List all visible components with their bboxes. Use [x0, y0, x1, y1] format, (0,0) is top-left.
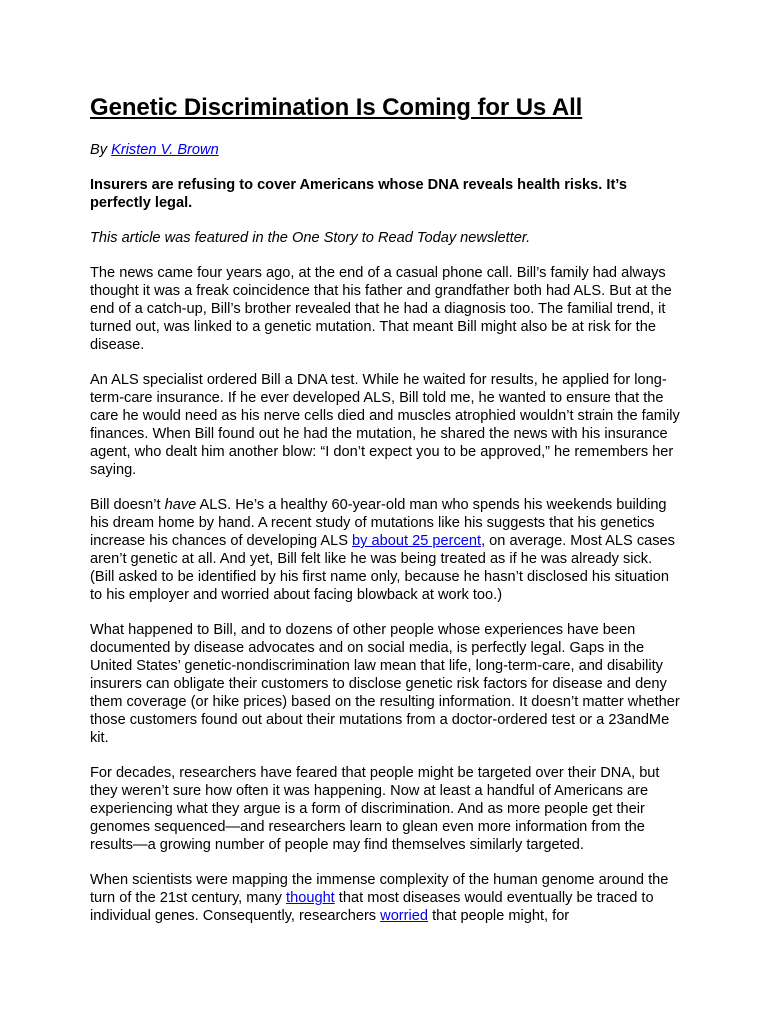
paragraph-1: The news came four years ago, at the end of a casual phone call. Bill’s family had always thought it was a freak coincidence that his father and grandfather both had ALS. But at the end of a catch-up, Bill’s brother revealed that he had a diagnosis too. The familial trend, it turned out, was linked to a genetic mutation. That meant Bill might also be at risk for the disease.: [90, 265, 672, 353]
study-link[interactable]: by about 25 percent: [352, 533, 482, 549]
paragraph-6-text-c: that people might, for: [428, 908, 570, 924]
paragraph-3: [90, 496, 680, 604]
article-dek: Insurers are refusing to cover Americans whose DNA reveals health risks. It’s perfectly legal.: [90, 177, 627, 211]
paragraph-3-text-a: Bill doesn’t: [90, 497, 165, 513]
newsletter-note: This article was featured in the One Story to Read Today newsletter.: [90, 230, 531, 246]
byline: [90, 141, 680, 159]
paragraph-4: What happened to Bill, and to dozens of other people whose experiences have been documented by disease advocates and on social media, is perfectly legal. Gaps in the United States’ genetic-nondiscrimination law mean that life, long-term-care, and disability insurers can obligate their customers to disclose genetic risk factors for disease and deny them coverage (or hike prices) based on the resulting information. It doesn’t matter whether those customers found out about their mutations from a doctor-ordered test or a 23andMe kit.: [90, 622, 680, 746]
thought-link[interactable]: thought: [286, 890, 335, 906]
paragraph-5: For decades, researchers have feared that people might be targeted over their DNA, but they weren’t sure how often it was happening. Now at least a handful of Americans are experiencing what they argue is a form of discrimination. And as more people get their genomes sequenced—and researchers learn to glean even more information from the results—a growing number of people may find themselves similarly targeted.: [90, 765, 660, 853]
article-body: [90, 92, 680, 942]
byline-prefix: By: [90, 142, 112, 158]
paragraph-6-text-b: that most diseases would eventually be traced to individual genes. Consequently, researchers: [90, 890, 654, 924]
paragraph-3-text-c: , on average. Most ALS cases aren’t genetic at all. And yet, Bill felt like he was being treated as if he was already sick. (Bill asked to be identified by his first name only, because he hasn’t disclosed his situation to his employer and worried about facing blowback at work too.): [90, 533, 675, 603]
paragraph-3-text-b: ALS. He’s a healthy 60-year-old man who spends his weekends building his dream home by hand. A recent study of mutations like his suggests that his genetics increase his chances of developing ALS: [90, 497, 667, 549]
paragraph-6-text-a: When scientists were mapping the immense complexity of the human genome around the turn of the 21st century, many: [90, 872, 669, 906]
paragraph-2: An ALS specialist ordered Bill a DNA test. While he waited for results, he applied for long-term-care insurance. If he ever developed ALS, Bill told me, he wanted to ensure that the care he would need as his nerve cells died and muscles atrophied wouldn’t strain the family finances. When Bill found out he had the mutation, he shared the news with his insurance agent, who dealt him another blow: “I don’t expect you to be approved,” he remembers her saying.: [90, 372, 680, 478]
author-link[interactable]: Kristen V. Brown: [111, 142, 219, 158]
article-title: Genetic Discrimination Is Coming for Us All: [90, 94, 583, 121]
paragraph-6: [90, 871, 680, 925]
worried-link[interactable]: worried: [380, 908, 429, 924]
paragraph-3-emphasis: have: [164, 497, 197, 513]
